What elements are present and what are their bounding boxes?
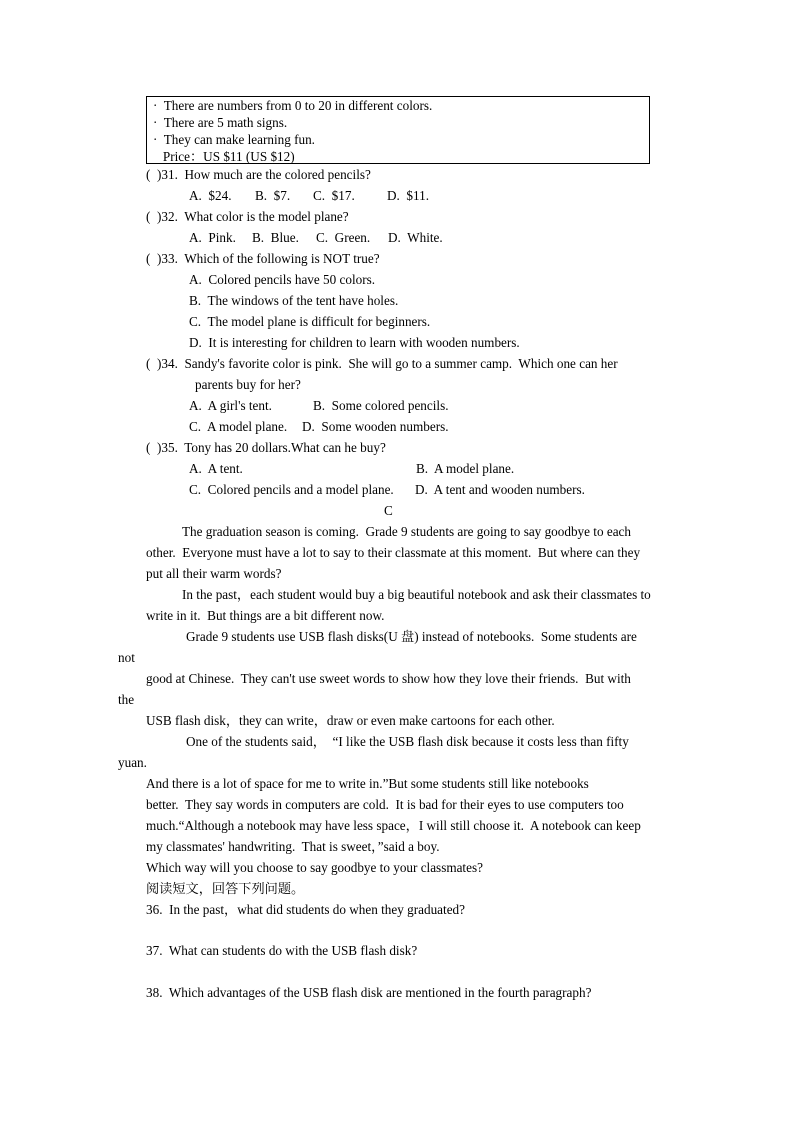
option: D. A tent and wooden numbers. bbox=[415, 482, 585, 497]
question-35-stem: ( )35. Tony has 20 dollars.What can he buy? bbox=[146, 440, 386, 455]
passage-line: not bbox=[118, 650, 135, 665]
option: A. A tent. bbox=[189, 461, 243, 476]
option: D. $11. bbox=[387, 188, 430, 203]
box-line: · There are 5 math signs. bbox=[153, 115, 288, 130]
section-heading: C bbox=[384, 503, 393, 518]
question-36: 36. In the past，what did students do when they graduated? bbox=[146, 902, 465, 917]
passage-line: write in it. But things are a bit different now. bbox=[146, 608, 385, 623]
option: D. It is interesting for children to learn with wooden numbers. bbox=[189, 335, 520, 350]
option: B. Blue. bbox=[252, 230, 299, 245]
option: B. The windows of the tent have holes. bbox=[189, 293, 399, 308]
passage-line: yuan. bbox=[118, 755, 147, 770]
box-line: · They can make learning fun. bbox=[153, 132, 315, 147]
option: C. A model plane. bbox=[189, 419, 288, 434]
option: A. Colored pencils have 50 colors. bbox=[189, 272, 376, 287]
option: A. $24. bbox=[189, 188, 232, 203]
option: D. White. bbox=[388, 230, 443, 245]
passage-line: The graduation season is coming. Grade 9 students are going to say goodbye to each bbox=[182, 524, 631, 539]
product-info-box bbox=[146, 96, 650, 164]
passage-line: One of the students said， “I like the USB flash disk because it costs less than fifty bbox=[186, 734, 629, 749]
passage-line: USB flash disk，they can write，draw or even make cartoons for each other. bbox=[146, 713, 555, 728]
question-34-stem-cont: parents buy for her? bbox=[195, 377, 301, 392]
option: A. A girl's tent. bbox=[189, 398, 272, 413]
passage-line: other. Everyone must have a lot to say to their classmate at this moment. But where can they bbox=[146, 545, 641, 560]
option: B. Some colored pencils. bbox=[313, 398, 449, 413]
question-32-stem: ( )32. What color is the model plane? bbox=[146, 209, 349, 224]
passage-line: Grade 9 students use USB flash disks(U 盘) instead of notebooks. Some students are bbox=[186, 629, 637, 644]
question-31-stem: ( )31. How much are the colored pencils? bbox=[146, 167, 371, 182]
option: A. Pink. bbox=[189, 230, 236, 245]
passage-line: In the past，each student would buy a big beautiful notebook and ask their classmates to bbox=[182, 587, 651, 602]
passage-line: the bbox=[118, 692, 135, 707]
passage-line: good at Chinese. They can't use sweet words to show how they love their friends. But with bbox=[146, 671, 631, 686]
question-37: 37. What can students do with the USB flash disk? bbox=[146, 943, 418, 958]
instruction-line: 阅读短文，回答下列问题。 bbox=[146, 881, 305, 896]
option: B. $7. bbox=[255, 188, 291, 203]
question-33-stem: ( )33. Which of the following is NOT true? bbox=[146, 251, 380, 266]
passage-line: put all their warm words? bbox=[146, 566, 282, 581]
option: C. Colored pencils and a model plane. bbox=[189, 482, 394, 497]
option: D. Some wooden numbers. bbox=[302, 419, 449, 434]
passage-line: my classmates' handwriting. That is sweet，”said a boy. bbox=[146, 839, 440, 854]
option: C. Green. bbox=[316, 230, 371, 245]
passage-line: much.“Although a notebook may have less space，I will still choose it. A notebook can keep bbox=[146, 818, 641, 833]
option: B. A model plane. bbox=[416, 461, 515, 476]
option: C. $17. bbox=[313, 188, 355, 203]
option: C. The model plane is difficult for beginners. bbox=[189, 314, 431, 329]
box-line: Price：US $11 (US $12) bbox=[153, 149, 295, 164]
passage-line: Which way will you choose to say goodbye to your classmates? bbox=[146, 860, 483, 875]
question-38: 38. Which advantages of the USB flash disk are mentioned in the fourth paragraph? bbox=[146, 985, 592, 1000]
passage-line: better. They say words in computers are cold. It is bad for their eyes to use computers too bbox=[146, 797, 624, 812]
box-line: · There are numbers from 0 to 20 in different colors. bbox=[153, 98, 433, 113]
passage-line: And there is a lot of space for me to write in.”But some students still like notebooks bbox=[146, 776, 589, 791]
question-34-stem: ( )34. Sandy's favorite color is pink. She will go to a summer camp. Which one can her bbox=[146, 356, 618, 371]
